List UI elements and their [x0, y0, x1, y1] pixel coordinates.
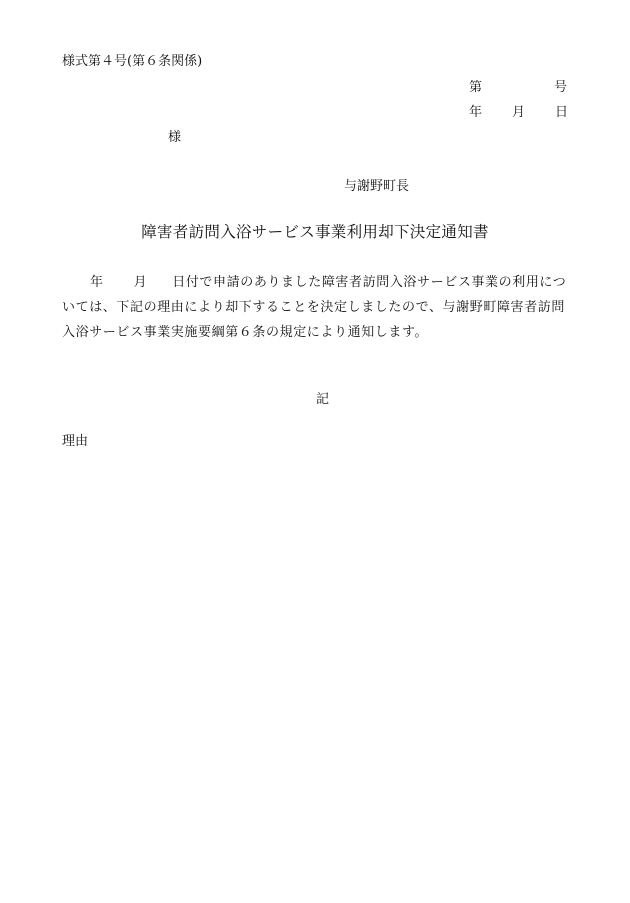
body-line-1-text: 日付で申請のありました障害者訪問入浴サービス事業の利用につ — [172, 275, 567, 290]
body-year-label: 年 — [90, 275, 104, 290]
form-number: 様式第４号(第６条関係) — [62, 54, 203, 69]
date-year-label: 年 — [469, 105, 483, 120]
document-number-suffix: 号 — [554, 80, 568, 95]
reason-label: 理由 — [62, 434, 89, 449]
body-line-3: 入浴サービス事業実施要綱第６条の規定により通知します。 — [62, 325, 429, 340]
body-paragraph — [62, 270, 582, 345]
body-line-1 — [62, 270, 582, 295]
issuer-name: 与謝野町長 — [344, 179, 410, 194]
date-day-label: 日 — [555, 105, 569, 120]
ki-heading: 記 — [316, 392, 330, 407]
date-month-label: 月 — [512, 105, 526, 120]
body-month-label: 月 — [133, 275, 148, 290]
document-title: 障害者訪問入浴サービス事業利用却下決定通知書 — [141, 223, 489, 241]
document-number-label: 第 — [469, 80, 483, 95]
body-line-2: いては、下記の理由により却下することを決定しましたので、与謝野町障害者訪問 — [62, 300, 565, 315]
addressee-honorific: 様 — [168, 130, 182, 145]
